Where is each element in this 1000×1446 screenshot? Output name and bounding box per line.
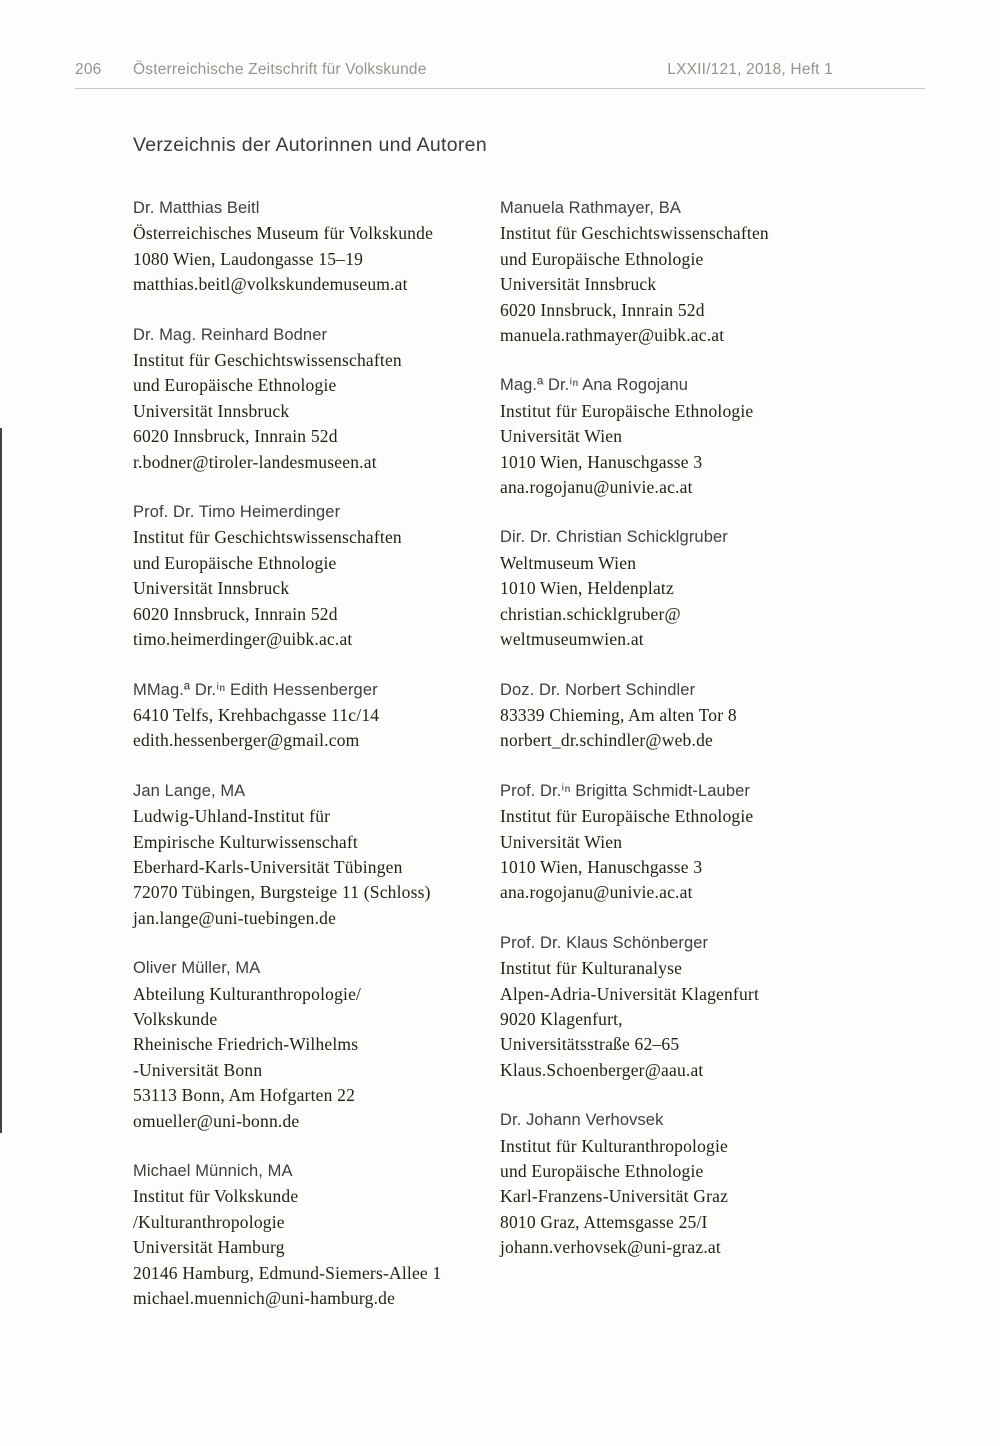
- author-address-line: Universität Wien: [500, 426, 623, 447]
- authors-columns: [133, 196, 933, 1336]
- author-address-line: Institut für Geschichtswissenschaften: [133, 527, 402, 548]
- author-name: Prof. Dr. Timo Heimerdinger: [133, 503, 341, 522]
- author-entry: [500, 1108, 920, 1260]
- author-name: Dr. Johann Verhovsek: [500, 1111, 664, 1130]
- author-address-line: Institut für Volkskunde: [133, 1186, 299, 1207]
- author-name: Dir. Dr. Christian Schicklgruber: [500, 528, 728, 547]
- journal-title: Österreichische Zeitschrift für Volkskunde: [133, 61, 427, 78]
- column-right: [500, 196, 920, 1336]
- author-address-line: Universität Wien: [500, 831, 623, 852]
- author-address-line: und Europäische Ethnologie: [500, 1161, 704, 1181]
- author-address-line: Universität Innsbruck: [500, 274, 657, 295]
- author-entry: [133, 196, 500, 298]
- author-email: timo.heimerdinger@uibk.ac.at: [133, 629, 353, 650]
- author-address-line: 72070 Tübingen, Burgsteige 11 (Schloss): [133, 882, 431, 903]
- column-left: [133, 196, 500, 1336]
- author-entry: [133, 779, 500, 931]
- author-address-line: 83339 Chieming, Am alten Tor 8: [500, 704, 737, 725]
- author-entry: [500, 931, 920, 1083]
- author-entry: [500, 779, 920, 906]
- author-address-line: weltmuseumwien.at: [500, 629, 644, 650]
- author-address-line: 20146 Hamburg, Edmund-Siemers-Allee 1: [133, 1262, 442, 1283]
- author-entry: [500, 525, 920, 652]
- author-name: Jan Lange, MA: [133, 781, 246, 800]
- author-name: MMag.ª Dr.ⁱⁿ Edith Hessenberger: [133, 680, 378, 699]
- author-address-line: 6410 Telfs, Krehbachgasse 11c/14: [133, 704, 380, 725]
- author-address-line: Abteilung Kulturanthropologie/: [133, 983, 362, 1004]
- author-address-line: Institut für Kulturanthropologie: [500, 1135, 729, 1156]
- author-address-line: 6020 Innsbruck, Innrain 52d: [500, 299, 705, 320]
- author-email: christian.schicklgruber@: [500, 603, 681, 624]
- author-address-line: 6020 Innsbruck, Innrain 52d: [133, 603, 338, 624]
- author-address-line: Institut für Geschichtswissenschaften: [500, 223, 769, 244]
- author-address-line: 1010 Wien, Hanuschgasse 3: [500, 856, 703, 877]
- author-address-line: /Kulturanthropologie: [133, 1211, 285, 1232]
- author-email: r.bodner@tiroler-landesmuseen.at: [133, 451, 377, 472]
- author-entry: [133, 323, 500, 475]
- author-address-line: Volkskunde: [133, 1008, 218, 1029]
- author-address-line: Rheinische Friedrich-Wilhelms: [133, 1034, 359, 1055]
- author-email: jan.lange@uni-tuebingen.de: [133, 907, 337, 928]
- author-address-line: und Europäische Ethnologie: [133, 375, 337, 396]
- author-email: omueller@uni-bonn.de: [133, 1110, 300, 1131]
- author-email: ana.rogojanu@univie.ac.at: [500, 477, 693, 498]
- author-entry: [500, 196, 920, 348]
- author-email: manuela.rathmayer@uibk.ac.at: [500, 325, 725, 346]
- author-email: norbert_dr.schindler@web.de: [500, 730, 713, 751]
- author-address-line: Empirische Kulturwissenschaft: [133, 831, 358, 852]
- author-entry: [500, 373, 920, 500]
- author-name: Manuela Rathmayer, BA: [500, 199, 681, 217]
- author-address-line: 53113 Bonn, Am Hofgarten 22: [133, 1085, 356, 1106]
- page-title: Verzeichnis der Autorinnen und Autoren: [133, 134, 487, 156]
- author-address-line: Eberhard-Karls-Universität Tübingen: [133, 856, 403, 877]
- author-entry: [500, 678, 920, 754]
- author-address-line: Institut für Europäische Ethnologie: [500, 806, 754, 827]
- author-email: michael.muennich@uni-hamburg.de: [133, 1288, 396, 1309]
- author-address-line: und Europäische Ethnologie: [133, 552, 337, 573]
- author-address-line: 9020 Klagenfurt,: [500, 1008, 623, 1029]
- author-name: Michael Münnich, MA: [133, 1162, 293, 1180]
- author-email: ana.rogojanu@univie.ac.at: [500, 882, 693, 903]
- journal-header: [0, 61, 1000, 81]
- author-name: Oliver Müller, MA: [133, 959, 261, 978]
- scan-edge-artifact: [0, 428, 2, 1133]
- author-address-line: Karl-Franzens-Universität Graz: [500, 1186, 729, 1207]
- author-address-line: Alpen-Adria-Universität Klagenfurt: [500, 983, 760, 1004]
- author-address-line: -Universität Bonn: [133, 1059, 263, 1080]
- author-address-line: Universität Innsbruck: [133, 400, 290, 421]
- author-address-line: 1080 Wien, Laudongasse 15–19: [133, 248, 364, 269]
- author-entry: [133, 678, 500, 754]
- header-rule: [75, 88, 925, 89]
- author-address-line: 8010 Graz, Attemsgasse 25/I: [500, 1211, 708, 1232]
- author-entry: [133, 1159, 500, 1311]
- author-address-line: Weltmuseum Wien: [500, 552, 637, 573]
- author-name: Prof. Dr.ⁱⁿ Brigitta Schmidt-Lauber: [500, 781, 750, 800]
- author-address-line: Institut für Kulturanalyse: [500, 958, 683, 979]
- author-address-line: Ludwig-Uhland-Institut für: [133, 806, 331, 827]
- author-name: Dr. Matthias Beitl: [133, 199, 260, 217]
- author-address-line: Institut für Geschichtswissenschaften: [133, 350, 402, 371]
- author-email: johann.verhovsek@uni-graz.at: [500, 1237, 721, 1258]
- page-number: 206: [75, 61, 102, 78]
- author-address-line: Universitätsstraße 62–65: [500, 1034, 680, 1055]
- author-email: edith.hessenberger@gmail.com: [133, 730, 360, 751]
- author-entry: [133, 956, 500, 1134]
- author-email: matthias.beitl@volkskundemuseum.at: [133, 274, 408, 295]
- author-address-line: Universität Hamburg: [133, 1237, 285, 1258]
- author-address-line: Institut für Europäische Ethnologie: [500, 400, 754, 421]
- author-address-line: Universität Innsbruck: [133, 578, 290, 599]
- author-address-line: Österreichisches Museum für Volkskunde: [133, 223, 434, 244]
- author-name: Dr. Mag. Reinhard Bodner: [133, 325, 328, 344]
- author-name: Prof. Dr. Klaus Schönberger: [500, 933, 709, 952]
- author-email: Klaus.Schoenberger@aau.at: [500, 1059, 704, 1080]
- author-address-line: 6020 Innsbruck, Innrain 52d: [133, 426, 338, 447]
- author-name: Doz. Dr. Norbert Schindler: [500, 680, 696, 699]
- author-address-line: 1010 Wien, Heldenplatz: [500, 578, 674, 599]
- author-entry: [133, 500, 500, 652]
- author-name: Mag.ª Dr.ⁱⁿ Ana Rogojanu: [500, 376, 689, 395]
- issue-info: LXXII/121, 2018, Heft 1: [667, 61, 833, 78]
- author-address-line: und Europäische Ethnologie: [500, 248, 704, 269]
- author-address-line: 1010 Wien, Hanuschgasse 3: [500, 451, 703, 472]
